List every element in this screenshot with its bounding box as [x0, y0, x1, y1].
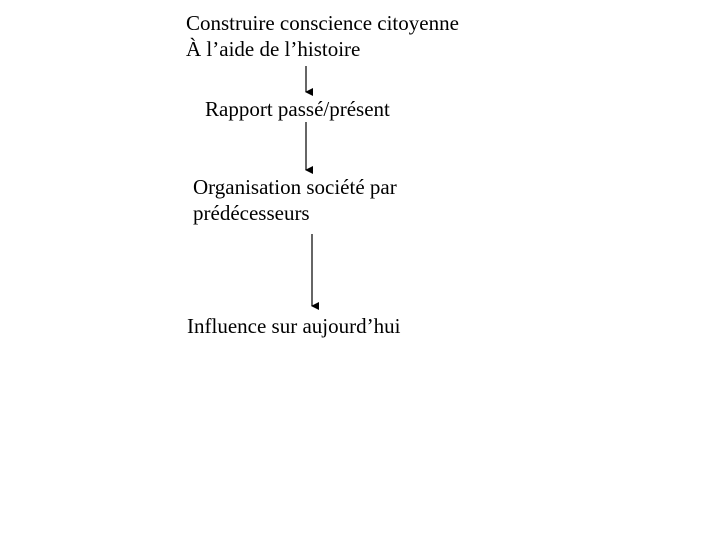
flow-node-line: Construire conscience citoyenne — [186, 11, 459, 35]
flow-node-line: Influence sur aujourd’hui — [187, 314, 401, 338]
flow-node-line: Rapport passé/présent — [205, 97, 390, 121]
flow-node-line: prédécesseurs — [193, 201, 310, 225]
flow-node-line: À l’aide de l’histoire — [186, 37, 361, 61]
flow-node-line: Organisation société par — [193, 175, 397, 199]
